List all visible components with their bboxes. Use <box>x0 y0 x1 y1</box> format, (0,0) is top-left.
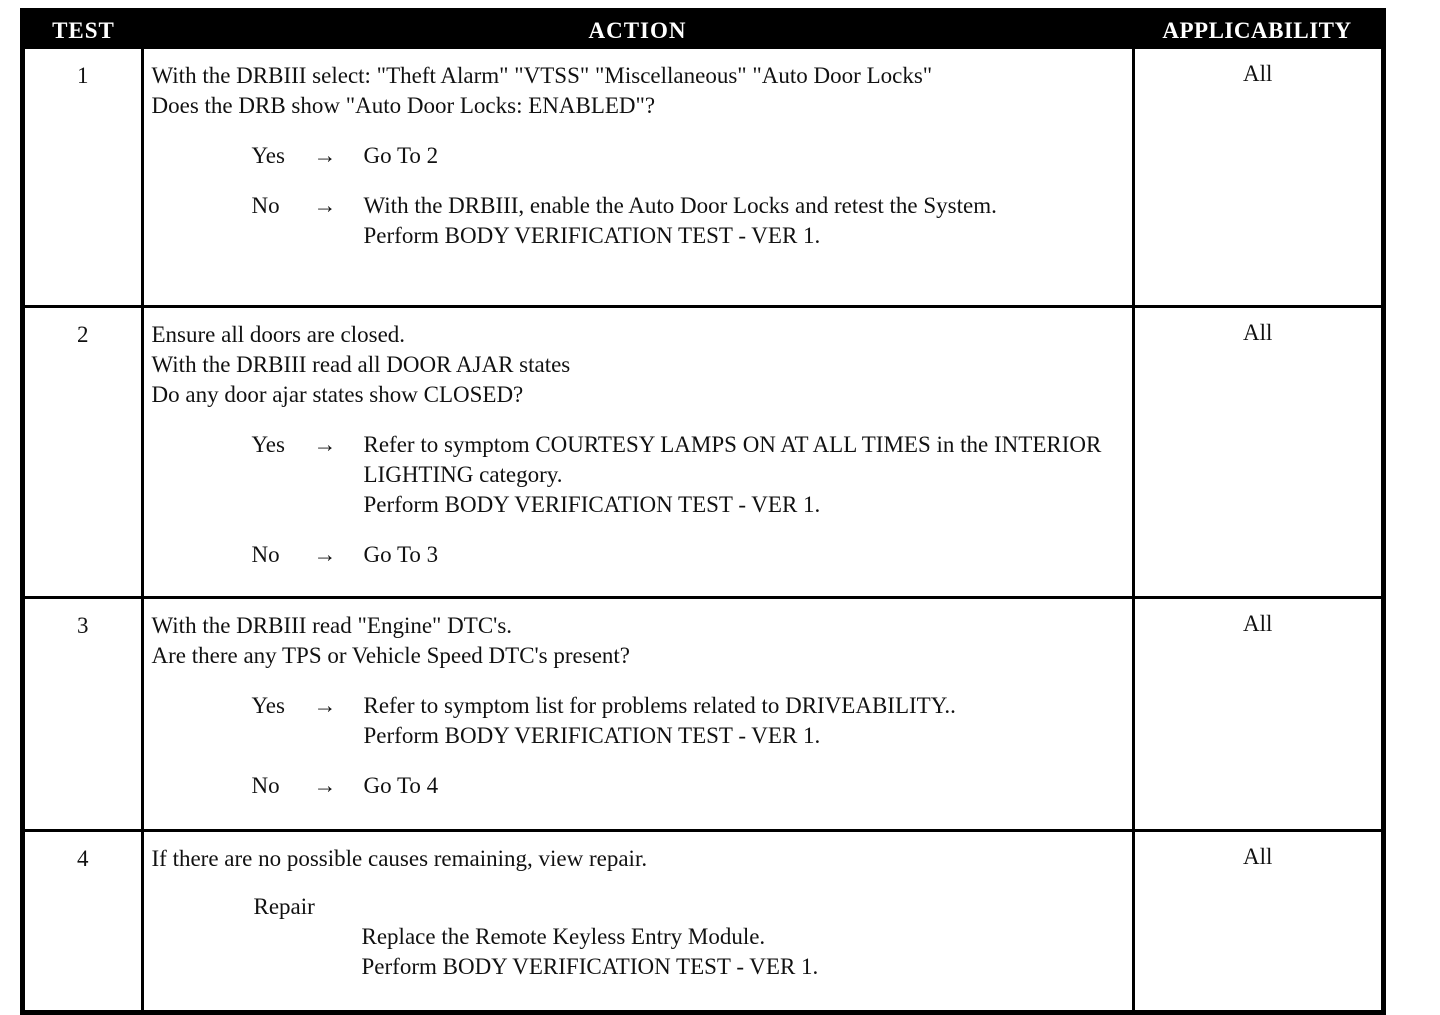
no-text: With the DRBIII, enable the Auto Door Locks and retest the System. <box>363 193 997 218</box>
test-number: 3 <box>25 598 142 831</box>
question-line: With the DRBIII read all DOOR AJAR states <box>151 352 571 377</box>
question-line: Does the DRB show "Auto Door Locks: ENABLED"? <box>151 93 656 118</box>
no-branch <box>152 771 1124 801</box>
arrow-icon: → <box>313 542 337 567</box>
arrow-icon: → <box>313 693 337 718</box>
no-branch <box>152 191 1124 251</box>
yes-label: Yes <box>251 432 285 457</box>
header-row <box>25 13 1381 49</box>
repair-label: Repair <box>253 894 315 919</box>
applicability-value: All <box>1133 307 1381 598</box>
yes-text: Perform BODY VERIFICATION TEST - VER 1. <box>363 492 821 517</box>
applicability-value: All <box>1133 49 1381 307</box>
header-action: ACTION <box>142 13 1133 49</box>
test-number: 2 <box>25 307 142 598</box>
action-cell <box>142 307 1133 598</box>
yes-branch <box>152 691 1124 751</box>
question-line: With the DRBIII read "Engine" DTC's. <box>151 613 513 638</box>
question-line: Ensure all doors are closed. <box>151 322 406 347</box>
applicability-value: All <box>1133 598 1381 831</box>
no-label: No <box>251 542 280 567</box>
action-cell <box>142 598 1133 831</box>
question-line: Are there any TPS or Vehicle Speed DTC's present? <box>151 643 631 668</box>
diagnostic-test-table <box>20 8 1386 1015</box>
no-branch <box>152 540 1124 570</box>
yes-label: Yes <box>251 143 285 168</box>
applicability-value: All <box>1243 844 1273 869</box>
table-row <box>25 307 1381 598</box>
yes-text: Refer to symptom list for problems related to DRIVEABILITY.. <box>363 693 956 718</box>
arrow-icon: → <box>313 432 337 457</box>
repair-text: Replace the Remote Keyless Entry Module. <box>361 924 766 949</box>
test-number: 4 <box>25 831 142 1011</box>
question-line: If there are no possible causes remaining, view repair. <box>151 846 648 871</box>
yes-branch <box>152 141 1124 171</box>
header-applicability: APPLICABILITY <box>1133 13 1381 49</box>
yes-branch <box>152 430 1124 520</box>
no-label: No <box>251 193 280 218</box>
no-text: Perform BODY VERIFICATION TEST - VER 1. <box>363 223 821 248</box>
question-line: With the DRBIII select: "Theft Alarm" "VTSS" "Miscellaneous" "Auto Door Locks" <box>151 63 933 88</box>
table-row <box>25 831 1381 1011</box>
table-row <box>25 598 1381 831</box>
yes-text: Go To 2 <box>363 143 439 168</box>
arrow-icon: → <box>313 193 337 218</box>
action-cell <box>142 831 1133 1011</box>
test-number: 1 <box>25 49 142 307</box>
no-text: Go To 3 <box>363 542 439 567</box>
arrow-icon: → <box>313 773 337 798</box>
action-cell <box>142 49 1133 307</box>
no-label: No <box>251 773 280 798</box>
yes-text: Refer to symptom COURTESY LAMPS ON AT ALL TIMES in the INTERIOR LIGHTING category. <box>363 432 1102 487</box>
header-test: TEST <box>25 13 142 49</box>
question-line: Do any door ajar states show CLOSED? <box>151 382 524 407</box>
no-text: Go To 4 <box>363 773 439 798</box>
yes-label: Yes <box>251 693 285 718</box>
repair-text: Perform BODY VERIFICATION TEST - VER 1. <box>361 954 819 979</box>
yes-text: Perform BODY VERIFICATION TEST - VER 1. <box>363 723 821 748</box>
table-row <box>25 49 1381 307</box>
arrow-icon: → <box>313 143 337 168</box>
test-table <box>25 13 1381 1010</box>
